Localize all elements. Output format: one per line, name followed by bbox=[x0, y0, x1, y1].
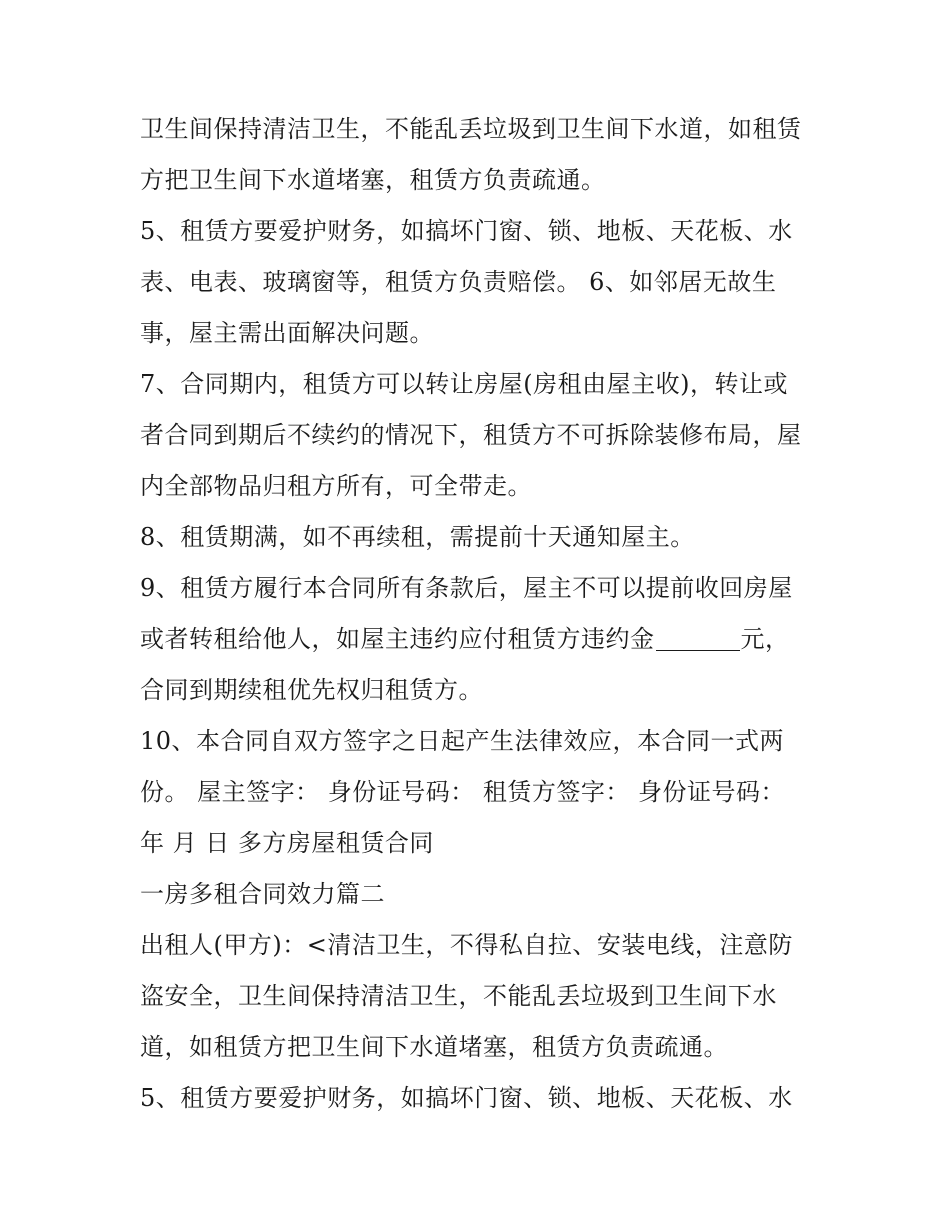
text-line: 盗安全，卫生间保持清洁卫生，不能乱丢垃圾到卫生间下水 bbox=[140, 982, 777, 1010]
text-line: 10、本合同自双方签字之日起产生法律效应，本合同一式两 bbox=[140, 727, 785, 755]
text-line: 5、租赁方要爱护财务，如搞坏门窗、锁、地板、天花板、水 bbox=[140, 217, 793, 245]
text-line: 合同到期续租优先权归租赁方。 bbox=[140, 676, 483, 704]
text-line: 方把卫生间下水道堵塞，租赁方负责疏通。 bbox=[140, 166, 606, 194]
text-line: 9、租赁方履行本合同所有条款后，屋主不可以提前收回房屋 bbox=[140, 574, 793, 602]
text-line: 8、租赁期满，如不再续租，需提前十天通知屋主。 bbox=[140, 523, 695, 551]
text-segment: 或者转租给他人，如屋主违约应付租赁方违约金 bbox=[140, 625, 655, 653]
penalty-amount-blank bbox=[656, 649, 740, 651]
text-line: 7、合同期内，租赁方可以转让房屋(房租由屋主收)，转让或 bbox=[140, 370, 788, 398]
text-line: 份。 屋主签字： 身份证号码： 租赁方签字： 身份证号码： bbox=[140, 778, 786, 806]
text-line: 道，如租赁方把卫生间下水道堵塞，租赁方负责疏通。 bbox=[140, 1033, 728, 1061]
text-line: 表、电表、玻璃窗等，租赁方负责赔偿。 6、如邻居无故生 bbox=[140, 268, 777, 296]
section-heading: 一房多租合同效力篇二 bbox=[140, 880, 385, 908]
text-segment: 元， bbox=[740, 625, 790, 653]
text-line: 者合同到期后不续约的情况下，租赁方不可拆除装修布局，屋 bbox=[140, 421, 802, 449]
text-line: 5、租赁方要爱护财务，如搞坏门窗、锁、地板、天花板、水 bbox=[140, 1084, 793, 1112]
contract-text bbox=[140, 104, 820, 1124]
text-line: 年 月 日 多方房屋租赁合同 bbox=[140, 829, 434, 857]
text-line: 卫生间保持清洁卫生，不能乱丢垃圾到卫生间下水道，如租赁 bbox=[140, 115, 802, 143]
text-line: 出租人(甲方)：<清洁卫生，不得私自拉、安装电线，注意防 bbox=[140, 931, 793, 959]
text-line-with-blank bbox=[140, 614, 820, 665]
text-line: 事，屋主需出面解决问题。 bbox=[140, 319, 434, 347]
text-line: 内全部物品归租方所有，可全带走。 bbox=[140, 472, 532, 500]
